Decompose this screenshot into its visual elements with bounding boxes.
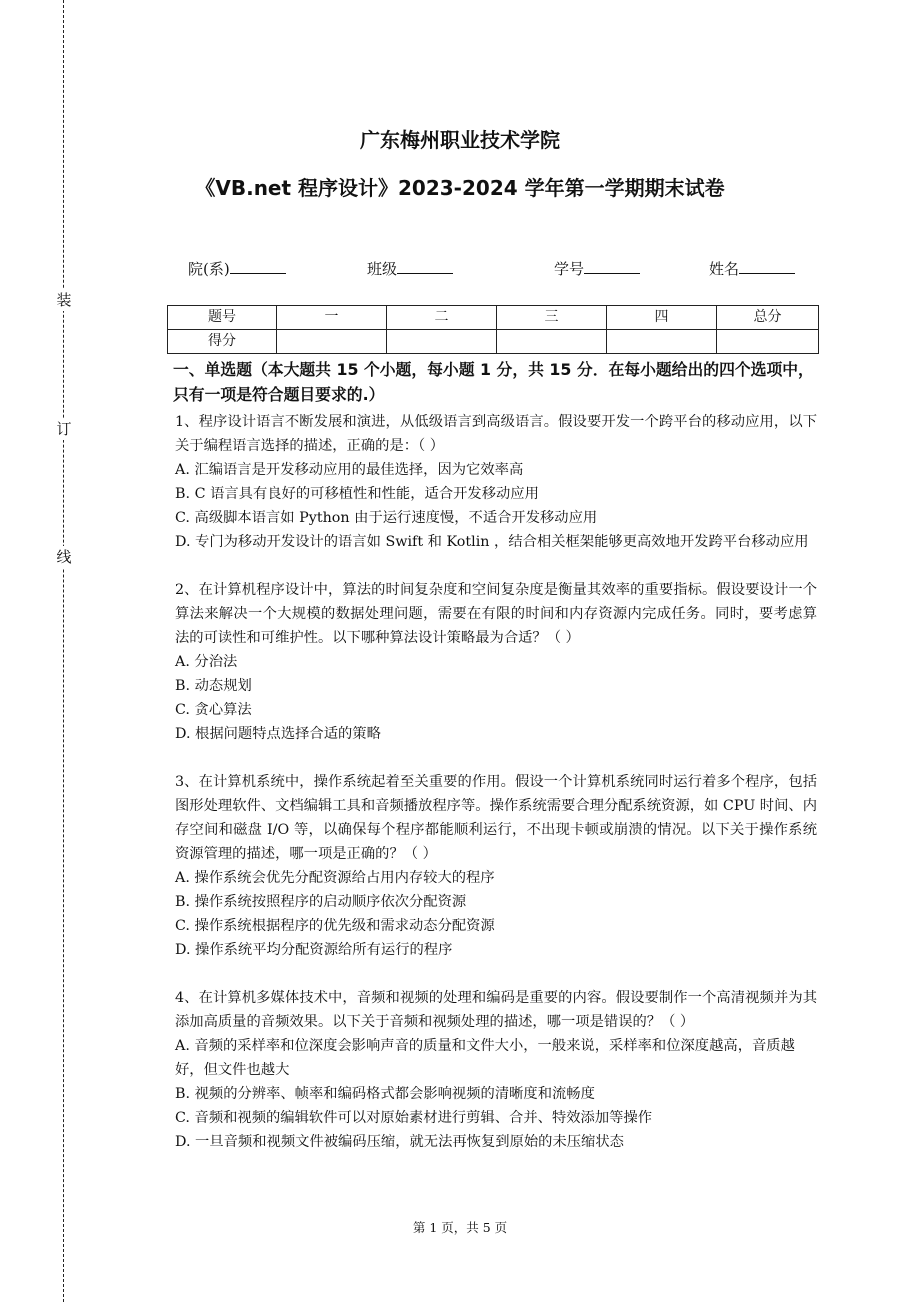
option-c: C. 贪心算法 [175,702,252,718]
section-heading: 一、单选题（本大题共 15 个小题，每小题 1 分，共 15 分．在每小题给出的四个选项中，只有一项是符合题目要求的.） [173,360,814,404]
option-c: C. 音频和视频的编辑软件可以对原始素材进行剪辑、合并、特效添加等操作 [175,1110,653,1126]
option-c: C. 操作系统根据程序的优先级和需求动态分配资源 [175,918,495,934]
question-stem: 4、在计算机多媒体技术中，音频和视频的处理和编码是重要的内容。假设要制作一个高清视频并为其添加高质量的音频效果。以下关于音频和视频处理的描述，哪一项是错误的？（ ） [175,990,817,1030]
option-d: D. 专门为移动开发设计的语言如 Swift 和 Kotlin ，结合相关框架能够更高效地开发跨平台移动应用 [175,534,809,550]
option-d: D. 根据问题特点选择合适的策略 [175,726,381,742]
option-a: A. 操作系统会优先分配资源给占用内存较大的程序 [175,870,495,886]
score-table-score-row [168,330,819,354]
question-3 [175,770,817,962]
binding-char-zhuang: 装 [52,289,76,311]
option-b: B. 操作系统按照程序的启动顺序依次分配资源 [175,894,467,910]
student-id-field[interactable] [554,258,640,279]
score-cell: 四 [607,306,717,330]
department-label: 院(系) [188,260,230,278]
question-stem: 1、程序设计语言不断发展和演进，从低级语言到高级语言。假设要开发一个跨平台的移动应用，以下关于编程语言选择的描述，正确的是：（ ） [175,414,817,454]
question-stem: 2、在计算机程序设计中，算法的时间复杂度和空间复杂度是衡量其效率的重要指标。假设要设计一个算法来解决一个大规模的数据处理问题，需要在有限的时间和内存资源内完成任务。同时，要考虑算法的可读性和可维护性。以下哪种算法设计策略最为合适？（ ） [175,582,817,646]
student-id-label: 学号 [554,260,585,278]
binding-char-ding: 订 [52,418,76,440]
option-a: A. 汇编语言是开发移动应用的最佳选择，因为它效率高 [175,462,524,478]
score-table [167,305,819,354]
name-field[interactable] [709,258,795,279]
option-b: B. C 语言具有良好的可移植性和性能，适合开发移动应用 [175,486,539,502]
question-4 [175,986,817,1154]
name-blank[interactable] [739,259,795,274]
option-a: A. 音频的采样率和位深度会影响声音的质量和文件大小，一般来说，采样率和位深度越高，音质越好，但文件也越大 [175,1038,795,1078]
score-cell: 一 [277,306,387,330]
option-b: B. 动态规划 [175,678,252,694]
exam-title: 《VB.net 程序设计》2023-2024 学年第一学期期末试卷 [195,176,725,200]
option-d: D. 一旦音频和视频文件被编码压缩，就无法再恢复到原始的未压缩状态 [175,1134,624,1150]
score-cell: 总分 [717,306,819,330]
page-number: 第 1 页，共 5 页 [412,1220,508,1235]
class-blank[interactable] [397,259,453,274]
question-1 [175,410,817,554]
score-input-cell[interactable] [717,330,819,354]
option-a: A. 分治法 [175,654,238,670]
score-cell: 二 [387,306,497,330]
score-input-cell[interactable] [277,330,387,354]
score-cell: 题号 [168,306,277,330]
class-field[interactable] [367,258,453,279]
school-name: 广东梅州职业技术学院 [360,128,560,152]
score-input-cell[interactable] [497,330,607,354]
option-b: B. 视频的分辨率、帧率和编码格式都会影响视频的清晰度和流畅度 [175,1086,595,1102]
department-blank[interactable] [230,259,286,274]
binding-char-xian: 线 [52,546,76,568]
question-2 [175,578,817,746]
name-label: 姓名 [709,260,740,278]
student-id-blank[interactable] [584,259,640,274]
score-input-cell[interactable] [607,330,717,354]
score-cell: 三 [497,306,607,330]
score-row-label: 得分 [168,330,277,354]
exam-content [175,357,817,1178]
option-d: D. 操作系统平均分配资源给所有运行的程序 [175,942,453,958]
score-table-header-row [168,306,819,330]
option-c: C. 高级脚本语言如 Python 由于运行速度慢，不适合开发移动应用 [175,510,598,526]
question-stem: 3、在计算机系统中，操作系统起着至关重要的作用。假设一个计算机系统同时运行着多个程序，包括图形处理软件、文档编辑工具和音频播放程序等。操作系统需要合理分配系统资源，如 CPU 时间、内存空间和磁盘 I/O 等，以确保每个程序都能顺利运行，不出现卡顿或崩溃的情况。以下关于操作系统资源管理的描述，哪一项是正确的？（ ） [175,774,817,862]
score-input-cell[interactable] [387,330,497,354]
department-field[interactable] [188,258,286,279]
class-label: 班级 [367,260,398,278]
